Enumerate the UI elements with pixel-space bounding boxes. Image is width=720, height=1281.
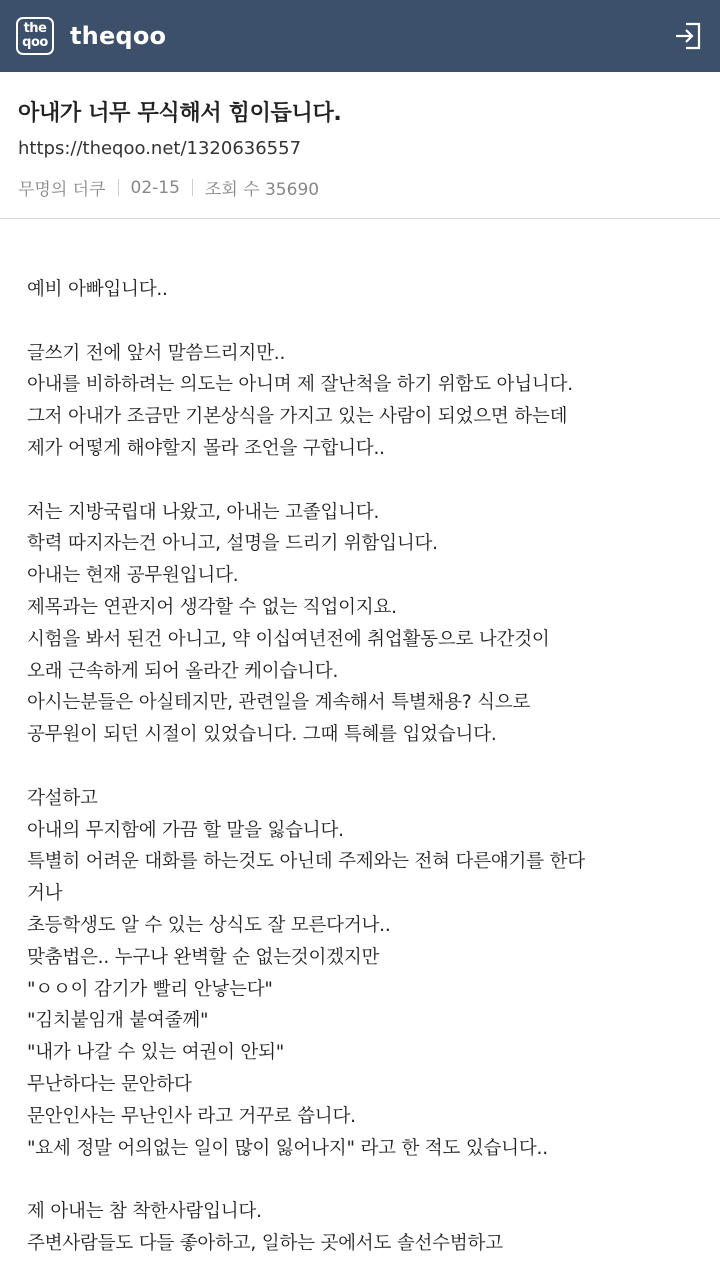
post-title: 아내가 너무 무식해서 힘이듭니다.: [18, 101, 342, 126]
post-body-line: [27, 465, 707, 497]
post-body-line: "내가 나갈 수 있는 여권이 안되": [27, 1042, 285, 1064]
post-body-line: [27, 306, 707, 338]
post-body-line: 아시는분들은 아실테지만, 관련일을 계속해서 특별채용? 식으로: [27, 692, 531, 714]
post-views: 조회 수 35690: [204, 180, 320, 200]
post-body-line: 제 아내는 참 착한사람입니다.: [27, 1201, 262, 1223]
post-body-line: 제목과는 연관지어 생각할 수 없는 직업이지요.: [27, 596, 397, 618]
post-body-line: 아내는 현재 공무원입니다.: [27, 565, 239, 587]
post-body-line: 주변사람들도 다들 좋아하고, 일하는 곳에서도 솔선수범하고: [27, 1232, 503, 1254]
post-author: 무명의 더쿠: [18, 180, 106, 200]
post-body-line: 문안인사는 무난인사 라고 거꾸로 씁니다.: [27, 1105, 356, 1127]
post-body-line: 예비 아빠입니다..: [27, 279, 168, 300]
post-body-line: 초등학생도 알 수 있는 상식도 잘 모른다거나..: [27, 914, 391, 936]
post-body-line: [27, 1164, 707, 1196]
post-body-line: "김치붙임개 붙여줄께": [27, 1010, 209, 1032]
post-header: [0, 72, 720, 219]
post-body-line: 맞춤법은.. 누구나 완벽할 순 없는것이겠지만: [27, 946, 380, 968]
meta-divider: [118, 179, 119, 196]
logo-text-top: the: [23, 21, 47, 36]
post-body-line: [27, 751, 707, 783]
post-body-line: 그저 아내가 조금만 기본상식을 가지고 있는 사람이 되었으면 하는데: [27, 406, 568, 428]
top-navigation-bar: [0, 0, 720, 72]
login-button[interactable]: [670, 18, 706, 54]
post-url-link[interactable]: https://theqoo.net/1320636557: [18, 138, 302, 159]
post-body-line: 아내의 무지함에 가끔 할 말을 잃습니다.: [27, 819, 344, 841]
logo-text-bottom: qoo: [22, 35, 48, 50]
post-date: 02-15: [130, 177, 180, 198]
post-body-line: 특별히 어려운 대화를 하는것도 아닌데 주제와는 전혀 다른얘기를 한다: [27, 851, 585, 873]
login-arrow-icon: [673, 21, 703, 51]
post-body-line: 저는 지방국립대 나왔고, 아내는 고졸입니다.: [27, 501, 380, 523]
meta-divider: [192, 179, 193, 196]
post-body-line: 거나: [27, 883, 63, 905]
post-body-line: 제가 어떻게 해야할지 몰라 조언을 구합니다..: [27, 437, 385, 459]
post-body-line: 글쓰기 전에 앞서 말씀드리지만..: [27, 342, 286, 364]
post-body-line: 아내를 비하하려는 의도는 아니며 제 잘난척을 하기 위함도 아닙니다.: [27, 374, 573, 396]
post-body: [27, 274, 707, 1260]
post-body-line: "요세 정말 어의없는 일이 많이 잃어나지" 라고 한 적도 있습니다..: [27, 1137, 548, 1159]
post-body-line: 무난하다는 문안하다: [27, 1073, 192, 1095]
post-body-line: "ㅇㅇ이 감기가 빨리 안낳는다": [27, 978, 273, 1000]
theqoo-logo[interactable]: [16, 17, 54, 55]
post-body-line: 공무원이 되던 시절이 있었습니다. 그때 특혜를 입었습니다.: [27, 724, 497, 746]
post-body-line: 각설하고: [27, 787, 98, 809]
post-body-line: 오래 근속하게 되어 올라간 케이습니다.: [27, 660, 339, 682]
post-body-line: 학력 따지자는건 아니고, 설명을 드리기 위함입니다.: [27, 533, 438, 555]
post-meta: [18, 175, 319, 200]
post-body-line: 시험을 봐서 된건 아니고, 약 이십여년전에 취업활동으로 나간것이: [27, 628, 550, 650]
brand-name[interactable]: theqoo: [70, 22, 167, 50]
